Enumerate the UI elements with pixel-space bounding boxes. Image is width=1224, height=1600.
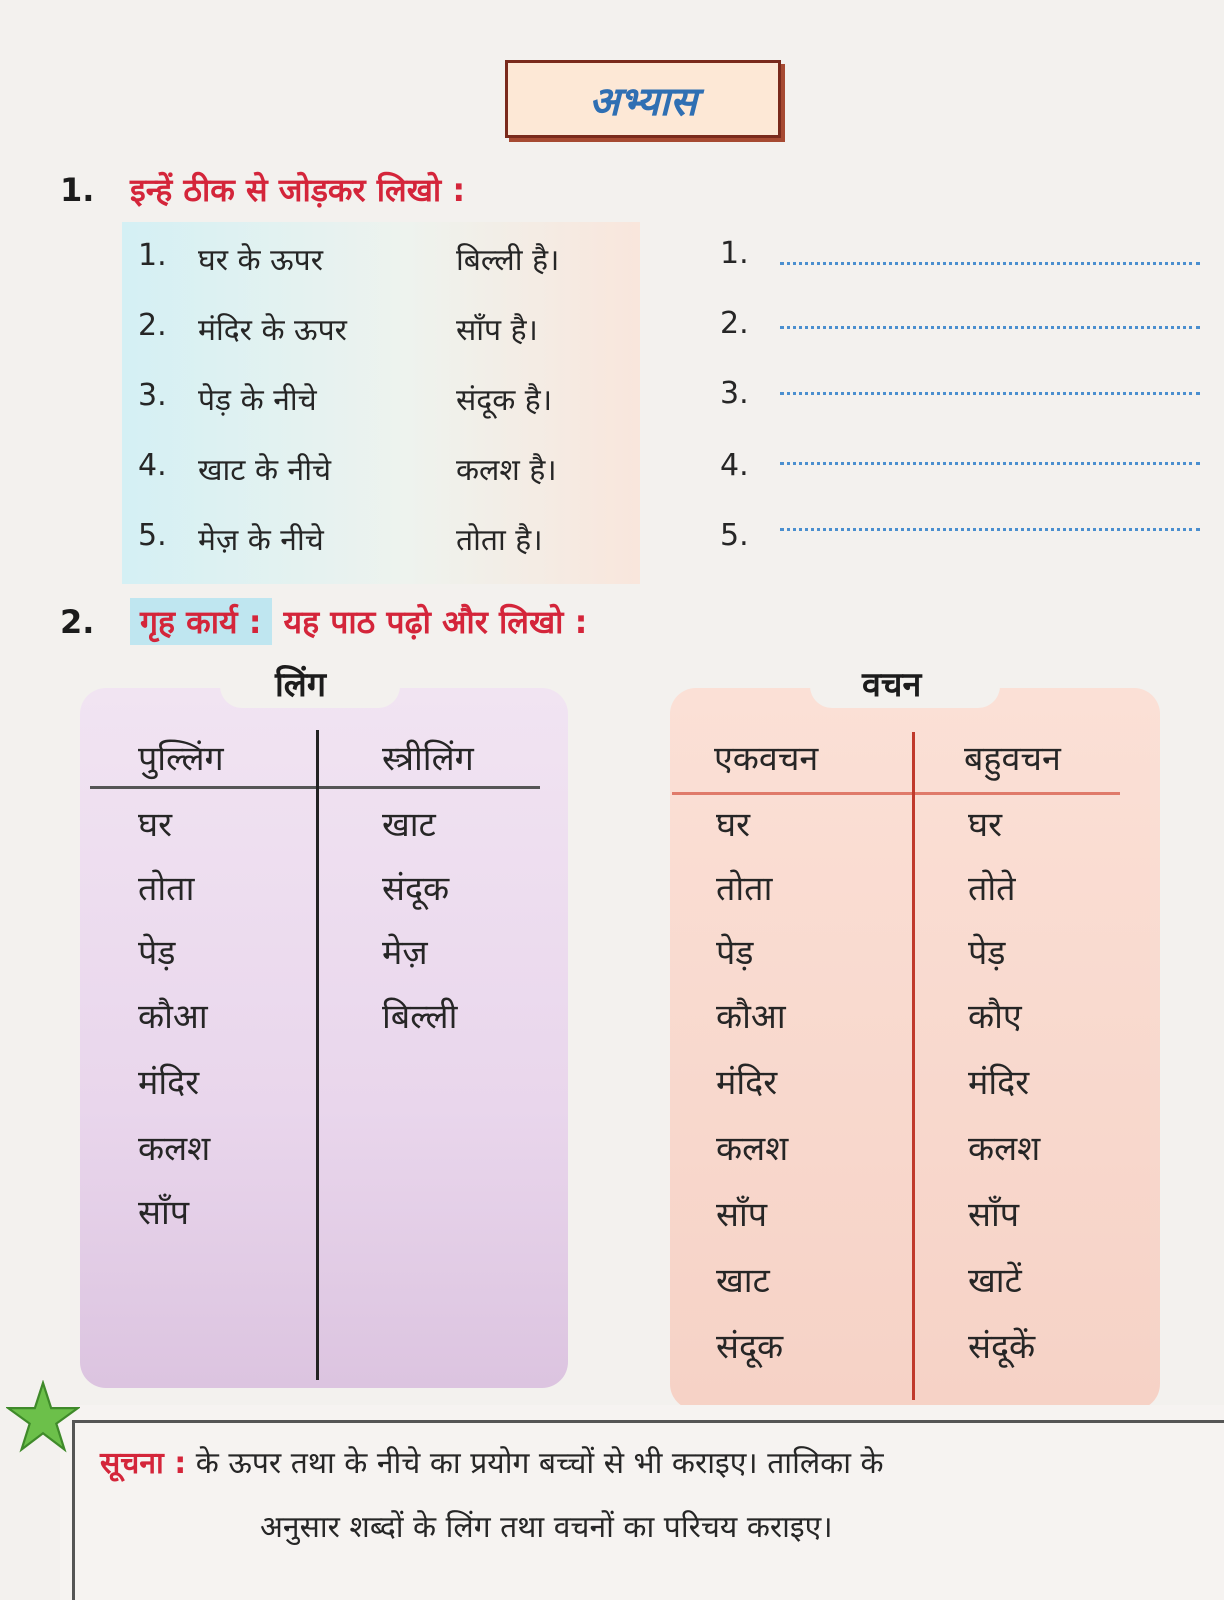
- note-label: सूचना :: [100, 1446, 187, 1481]
- answer-line[interactable]: [780, 262, 1200, 265]
- answer-line[interactable]: [780, 392, 1200, 395]
- match-row-left: मंदिर के ऊपर: [198, 313, 347, 348]
- feminine-word: खाट: [382, 805, 436, 845]
- number-column-divider: [912, 732, 915, 1400]
- answer-number: 1.: [720, 236, 749, 271]
- question-2-heading: [60, 598, 587, 645]
- gender-title: लिंग: [275, 665, 326, 705]
- match-row-left: पेड़ के नीचे: [198, 383, 317, 418]
- singular-word: कलश: [716, 1129, 789, 1169]
- number-header-rule: [672, 792, 1120, 795]
- singular-word: तोता: [716, 869, 773, 909]
- match-row-left: खाट के नीचे: [198, 453, 332, 488]
- singular-header: एकवचन: [714, 739, 819, 779]
- plural-word: पेड़: [968, 933, 1006, 973]
- feminine-word: बिल्ली: [382, 997, 458, 1037]
- answer-number: 3.: [720, 376, 749, 411]
- number-title: वचन: [862, 665, 922, 705]
- singular-word: संदूक: [716, 1327, 784, 1367]
- masculine-word: तोता: [138, 869, 195, 909]
- teacher-note: [100, 1432, 1224, 1560]
- question-1-heading: [60, 168, 465, 211]
- match-row-number: 2.: [138, 308, 167, 343]
- note-line-1: के ऊपर तथा के नीचे का प्रयोग बच्चों से भी कराइए। तालिका के: [195, 1446, 884, 1481]
- plural-word: खाटें: [968, 1261, 1022, 1301]
- masculine-word: घर: [138, 805, 172, 845]
- answer-number: 5.: [720, 518, 749, 553]
- star-icon: [6, 1380, 80, 1454]
- plural-header: बहुवचन: [964, 739, 1061, 779]
- singular-word: घर: [716, 805, 750, 845]
- match-row-right: तोता है।: [456, 523, 543, 558]
- match-row-right: संदूक है।: [456, 383, 553, 418]
- singular-word: साँप: [716, 1195, 768, 1235]
- masculine-word: पेड़: [138, 933, 176, 973]
- plural-word: संदूकें: [968, 1327, 1036, 1367]
- exercise-title-box: [505, 60, 781, 138]
- plural-word: घर: [968, 805, 1002, 845]
- masculine-word: साँप: [138, 1193, 190, 1233]
- answer-number: 2.: [720, 306, 749, 341]
- match-row-right: कलश है।: [456, 453, 557, 488]
- gender-header-rule: [90, 786, 540, 789]
- answer-line[interactable]: [780, 528, 1200, 531]
- feminine-word: संदूक: [382, 869, 450, 909]
- question-1-number: 1.: [60, 170, 95, 209]
- answer-number: 4.: [720, 448, 749, 483]
- match-row-number: 5.: [138, 518, 167, 553]
- singular-word: खाट: [716, 1261, 770, 1301]
- question-2-number: 2.: [60, 602, 95, 641]
- masculine-word: कलश: [138, 1129, 211, 1169]
- match-row-left: मेज़ के नीचे: [198, 523, 324, 558]
- answer-line[interactable]: [780, 326, 1200, 329]
- singular-word: कौआ: [716, 997, 786, 1037]
- masculine-header: पुल्लिंग: [138, 739, 224, 779]
- masculine-word: मंदिर: [138, 1063, 200, 1103]
- plural-word: मंदिर: [968, 1063, 1030, 1103]
- feminine-header: स्त्रीलिंग: [382, 739, 474, 779]
- plural-word: कलश: [968, 1129, 1041, 1169]
- match-row-number: 3.: [138, 378, 167, 413]
- match-row-number: 4.: [138, 448, 167, 483]
- feminine-word: मेज़: [382, 933, 428, 973]
- masculine-word: कौआ: [138, 997, 208, 1037]
- gender-panel: [80, 688, 568, 1388]
- match-row-number: 1.: [138, 238, 167, 273]
- match-row-left: घर के ऊपर: [198, 243, 323, 278]
- plural-word: साँप: [968, 1195, 1020, 1235]
- answer-line[interactable]: [780, 462, 1200, 465]
- question-1-text: इन्हें ठीक से जोड़कर लिखो :: [130, 171, 466, 209]
- match-row-right: बिल्ली है।: [456, 243, 560, 278]
- exercise-title: अभ्यास: [589, 77, 697, 125]
- singular-word: पेड़: [716, 933, 754, 973]
- homework-label: गृह कार्य :: [130, 598, 272, 645]
- note-line-2: अनुसार शब्दों के लिंग तथा वचनों का परिचय कराइए।: [260, 1510, 833, 1545]
- match-row-right: साँप है।: [456, 313, 538, 348]
- plural-word: कौए: [968, 997, 1022, 1037]
- plural-word: तोते: [968, 869, 1016, 909]
- singular-word: मंदिर: [716, 1063, 778, 1103]
- question-2-text: यह पाठ पढ़ो और लिखो :: [283, 603, 588, 641]
- gender-column-divider: [316, 730, 319, 1380]
- note-top-rule: [72, 1420, 1224, 1423]
